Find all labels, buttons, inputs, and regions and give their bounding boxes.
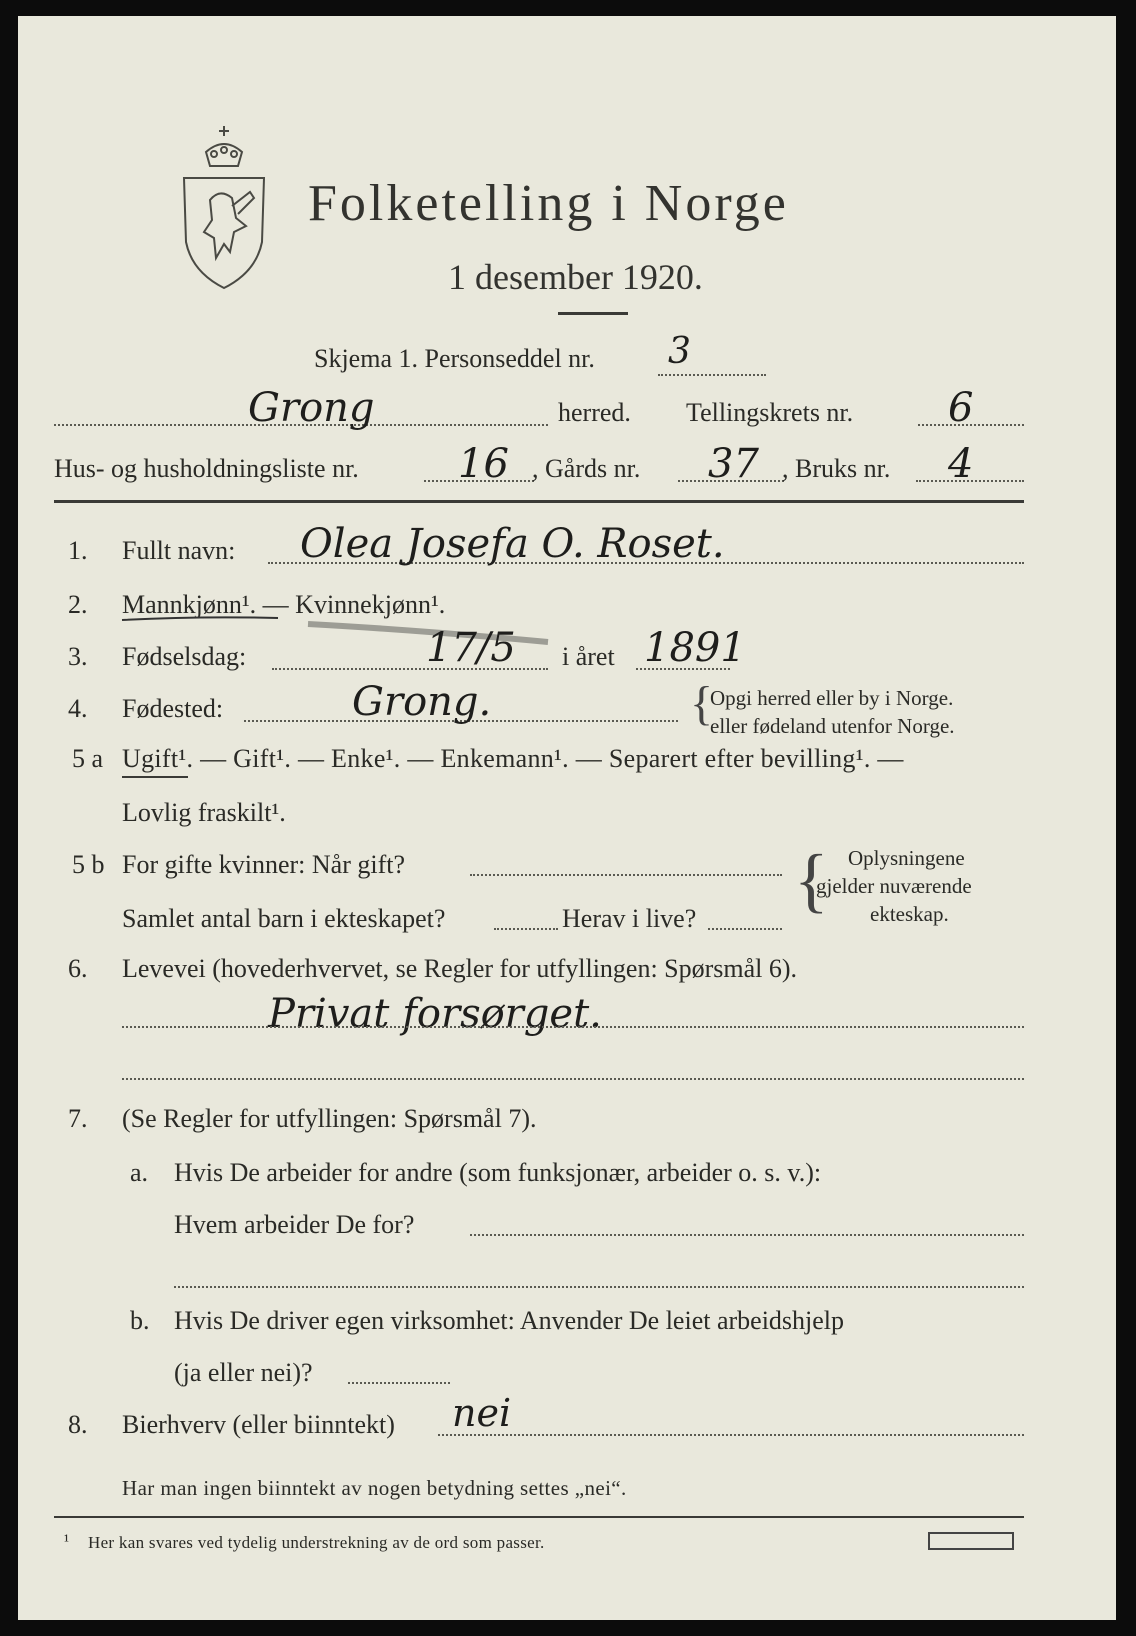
footnote-text: Her kan svares ved tydelig understrekning av de ord som passer. <box>88 1533 545 1552</box>
q5b-label-3: Herav i live? <box>562 904 697 933</box>
gards-number[interactable]: 37 <box>708 441 759 487</box>
q7b-label: Hvis De driver egen virksomhet: Anvender De leiet arbeidshjelp <box>174 1306 845 1335</box>
q7a-label: Hvis De arbeider for andre (som funksjonær, arbeider o. s. v.): <box>174 1158 822 1187</box>
q2-number: 2. <box>68 590 88 619</box>
q3-year-label: i året <box>562 642 615 671</box>
q6-line-2 <box>122 1078 1024 1080</box>
q4-brace: { <box>690 677 714 730</box>
q5b-label: For gifte kvinner: Når gift? <box>122 850 406 879</box>
q5a-number: 5 a <box>72 744 104 773</box>
q5a-underline <box>122 776 188 778</box>
schema-number-line <box>658 374 766 376</box>
q5a-label: Ugift¹. — Gift¹. — Enke¹. — Enkemann¹. — Separert efter bevilling¹. — <box>122 744 904 773</box>
footnote-marker: ¹ <box>64 1531 70 1550</box>
q1-number: 1. <box>68 536 88 565</box>
q5b-label-2: Samlet antal barn i ekteskapet? <box>122 904 446 933</box>
q6-number: 6. <box>68 954 88 983</box>
q3-label: Fødselsdag: <box>122 642 247 671</box>
q6-occupation[interactable]: Privat forsørget. <box>268 991 602 1037</box>
q2-label: Mannkjønn¹. — Kvinnekjønn¹. <box>122 590 446 619</box>
q5b-brace: { <box>794 840 829 920</box>
footer-note: Har man ingen biinntekt av nogen betydning settes „nei“. <box>122 1476 627 1500</box>
gards-label: , Gårds nr. <box>532 454 641 483</box>
q8-side-income[interactable]: nei <box>452 1391 512 1435</box>
tellingskrets-number[interactable]: 6 <box>948 385 974 431</box>
q4-note-2: eller fødeland utenfor Norge. <box>710 714 955 738</box>
q1-label: Fullt navn: <box>122 536 236 565</box>
census-form <box>18 16 1116 1620</box>
q4-label: Fødested: <box>122 694 224 723</box>
q7a-line-1 <box>470 1234 1024 1236</box>
q5b-children-line <box>494 928 558 930</box>
schema-label: Skjema 1. Personseddel nr. <box>314 344 595 373</box>
q1-full-name[interactable]: Olea Josefa O. Roset. <box>300 521 725 567</box>
household-list-number[interactable]: 16 <box>458 441 509 487</box>
q8-label: Bierhverv (eller biinntekt) <box>122 1410 395 1439</box>
q5b-number: 5 b <box>72 850 105 879</box>
q5b-married-line <box>470 874 782 876</box>
q7a-number: a. <box>130 1158 149 1187</box>
census-date: 1 desember 1920. <box>448 257 703 297</box>
tellingskrets-label: Tellingskrets nr. <box>686 398 854 427</box>
q4-note-1: Opgi herred eller by i Norge. <box>710 686 954 710</box>
bruks-number[interactable]: 4 <box>948 441 974 487</box>
herred-value[interactable]: Grong <box>248 385 375 431</box>
title-divider <box>558 312 628 315</box>
q7b-line <box>348 1382 450 1384</box>
q3-birth-year[interactable]: 1891 <box>644 625 746 671</box>
q7b-label-2: (ja eller nei)? <box>174 1358 313 1387</box>
q7b-number: b. <box>130 1306 150 1335</box>
q4-birthplace[interactable]: Grong. <box>352 679 492 725</box>
q5b-note-3: ekteskap. <box>870 902 949 926</box>
q5a-label-2: Lovlig fraskilt¹. <box>122 798 286 827</box>
q4-number: 4. <box>68 694 88 723</box>
q5b-note-2: gjelder nuværende <box>816 874 972 898</box>
q6-label: Levevei (hovederhvervet, se Regler for utfyllingen: Spørsmål 6). <box>122 954 798 983</box>
q7a-label-2: Hvem arbeider De for? <box>174 1210 415 1239</box>
form-title: Folketelling i Norge <box>308 175 789 232</box>
footer-rule <box>54 1516 1024 1518</box>
household-list-label: Hus- og husholdningsliste nr. <box>54 454 359 483</box>
q7a-line-2 <box>174 1286 1024 1288</box>
header-rule <box>54 500 1024 503</box>
herred-label: herred. <box>558 398 631 427</box>
q8-line <box>438 1434 1024 1436</box>
q3-number: 3. <box>68 642 88 671</box>
q8-number: 8. <box>68 1410 88 1439</box>
schema-number[interactable]: 3 <box>668 331 691 372</box>
printer-stamp <box>928 1532 1014 1550</box>
q5b-alive-line <box>708 928 782 930</box>
bruks-label: , Bruks nr. <box>782 454 891 483</box>
q3-birthday[interactable]: 17/5 <box>426 625 516 671</box>
q5b-note-1: Oplysningene <box>848 846 965 870</box>
norwegian-coat-of-arms-icon <box>176 122 272 292</box>
q7-number: 7. <box>68 1104 88 1133</box>
q6-line-1 <box>122 1026 1024 1028</box>
q7-label: (Se Regler for utfyllingen: Spørsmål 7). <box>122 1104 537 1133</box>
